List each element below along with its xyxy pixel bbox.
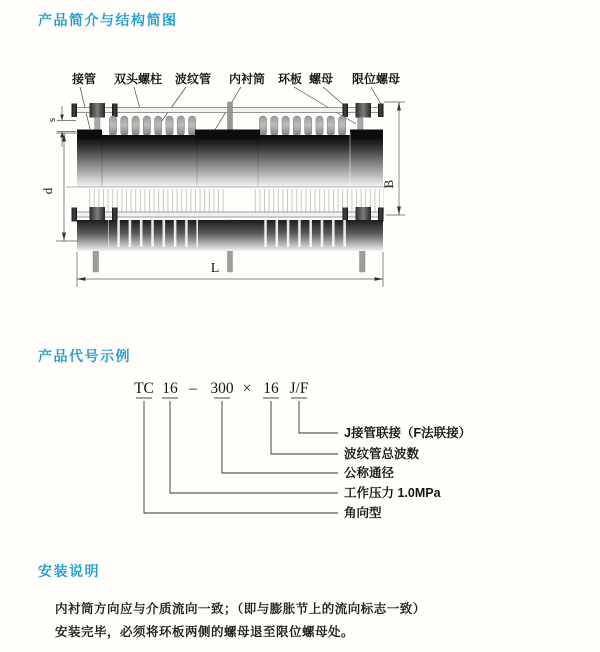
part-label-nut: 螺母 [308,72,334,86]
corrugation-tip [316,116,323,136]
corrugation-tip [177,116,184,136]
dim-s-arrow-down [60,115,64,121]
dim-B-arrow-top [397,102,401,111]
joint-body [77,135,383,187]
ring-plate-bottom-right [356,207,372,222]
inner-liner-section-cap [195,130,260,140]
part-label-connector-pipe: 接管 [71,72,97,86]
section-title-code: 产品代号示例 [38,348,131,364]
corrugation-tip [293,116,300,136]
dim-L-arrow-left [77,277,86,281]
tie-rod-bottom [73,212,383,217]
code-legend-connection: J接管联接（F法联接） [344,426,472,440]
code-seg-dash: – [189,380,197,397]
corrugation-tip [339,116,346,136]
code-seg-waves: 16 [263,380,279,397]
ring-plate-top-left [90,103,106,118]
ring-plate-bottom-left [90,207,106,222]
code-connector-diameter [222,401,338,473]
code-seg-pressure: 16 [162,380,178,397]
code-legend-type: 角向型 [344,506,382,520]
limit-nut-bottom-left [72,208,78,222]
code-connector-connection [299,401,338,433]
corrugation-tip [155,116,162,136]
lower-bellows-gaps-right [258,220,348,247]
code-legend-waves: 波纹管总波数 [344,447,420,461]
dim-label-L: L [210,261,220,276]
nut-bottom-left [112,208,118,222]
connector-pipe-right-cap [350,130,383,140]
corrugation-tip [282,116,289,136]
dim-L-arrow-right [375,277,384,281]
nut-top-right [343,104,349,118]
bellows-tips-right [259,116,345,136]
corrugation-tip [189,116,196,136]
part-label-limit-nut: 限位螺母 [351,72,401,86]
code-seg-connection: J/F [289,380,309,397]
dim-label-B: B [381,179,396,189]
lug-plate-right [358,115,364,132]
corrugation-tip [143,116,150,136]
limit-nut-bottom-right [378,208,384,222]
section-title-intro: 产品简介与结构简图 [38,12,178,28]
lower-corrugations-left [86,189,224,214]
connector-pipe-left-cap [77,130,102,140]
code-seg-times: × [242,380,252,397]
corrugation-tip [327,116,334,136]
dim-label-s: s [47,117,58,122]
code-seg-diameter: 300 [210,380,234,397]
dim-label-d: d [40,187,55,195]
nut-bottom-right [343,208,349,222]
bellows-tips-left [109,116,195,136]
corrugation-tip [132,116,139,136]
part-label-inner-liner: 内衬筒 [228,72,266,86]
limit-nut-top-right [378,104,384,118]
leader-stud [134,87,140,109]
corrugation-tip [259,116,266,136]
code-connector-waves [271,401,338,454]
corrugation-tip [271,116,278,136]
corrugation-tip [305,116,312,136]
install-instruction-line2: 安装完毕，必须将环板两侧的螺母退至限位螺母处。 [55,625,355,639]
part-label-bellows: 波纹管 [174,72,212,86]
code-connector-pressure [170,401,338,493]
product-code-figure [0,370,600,530]
code-connector-type [144,401,338,513]
part-label-stud: 双头螺柱 [113,72,163,86]
corrugation-tip [121,116,128,136]
dim-d-arrow-bottom [62,233,66,242]
corrugation-tip [166,116,173,136]
lug-plate-left [95,115,101,132]
dim-B-arrow-bottom [397,207,401,216]
corrugation-tip [109,116,116,136]
install-instruction-line1: 内衬筒方向应与介质流向一致；（即与膨胀节上的流向标志一致） [55,602,426,616]
nut-top-left [112,104,118,118]
leader-limit-nut [371,87,381,104]
ring-plate-top-right [356,103,372,118]
code-seg-type: TC [134,380,154,397]
part-label-ring-plate: 环板 [277,72,303,86]
structure-diagram [0,0,600,310]
limit-nut-top-left [72,104,78,118]
code-legend-diameter: 公称通径 [344,466,395,480]
lower-bellows-gaps-left [108,220,198,247]
section-title-install: 安装说明 [38,563,100,579]
code-legend-pressure: 工作压力 1.0MPa [344,486,441,500]
